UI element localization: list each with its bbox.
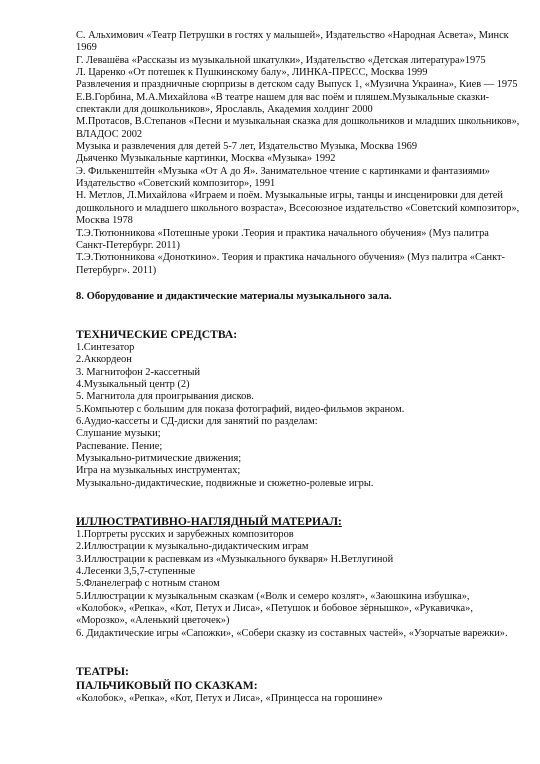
tech-item: 2.Аккордеон [76, 354, 132, 366]
theatres-list [76, 693, 520, 705]
literature-item: Г. Левашёва «Рассказы из музыкальной шкатулки», Издательство «Детская литература»1975 [76, 54, 486, 66]
tech-item: 4.Музыкальный центр (2) [76, 378, 190, 390]
visual-heading-text: ИЛЛЮСТРАТИВНО-НАГЛЯДНЫЙ МАТЕРИАЛ: [76, 515, 342, 528]
visual-item: 2.Иллюстрации к музыкально-дидактическим играм [76, 541, 309, 553]
literature-item: Издательство «Советский композитор», 1991 [76, 178, 276, 190]
literature-item: Т.Э.Тютюнникова «Доноткино». Теория и практика начального обучения» (Муз палитра «Санкт-Петербург». 2011) [76, 252, 506, 276]
visual-list [76, 529, 520, 640]
tech-item: 3. Магнитофон 2-кассетный [76, 366, 201, 378]
visual-item: 6. Дидактические игры «Сапожки», «Собери сказку из составных частей», «Узорчатые варежки». [76, 627, 508, 639]
literature-item: М.Протасов, В.Степанов «Песни и музыкальная сказка для дошкольников и младших школьников», ВЛАДОС 2002 [76, 116, 520, 140]
literature-item: Е.В.Горбина, М.А.Михайлова «В театре нашем для вас поём и пляшем.Музыкальные сказки-спектакли для дошкольников», Ярославль, Академия холдинг 2000 [76, 91, 490, 116]
tech-item: Слушание музыки; [76, 428, 161, 440]
tech-list [76, 342, 520, 490]
tech-item: 5.Компьютер с большим для показа фотографий, видео-фильмов экраном. [76, 403, 405, 415]
literature-list [76, 30, 520, 277]
theatres-heading: ТЕАТРЫ: [76, 665, 129, 679]
literature-item: Музыка и развлечения для детей 5-7 лет, Издательство Музыка, Москва 1969 [76, 141, 418, 153]
literature-item: Дьяченко Музыкальные картинки, Москва «Музыка» 1992 [76, 153, 336, 165]
literature-item: Э. Филькенштейн «Музыка «От А до Я». Занимательное чтение с картинками и фантазиями» [76, 165, 490, 177]
tech-item: 5. Магнитола для проигрывания дисков. [76, 391, 254, 403]
visual-item: 5.Фланелеграф с нотным станом [76, 578, 220, 590]
tech-item: 1.Синтезатор [76, 341, 135, 353]
literature-item: Л. Царенко «От потешек к Пушкинскому балу», ЛИНКА-ПРЕСС, Москва 1999 [76, 67, 428, 79]
visual-item: 3.Иллюстрации к распевкам из «Музыкального букваря» Н.Ветлугиной [76, 553, 394, 565]
finger-theatre-heading: ПАЛЬЧИКОВЫЙ ПО СКАЗКАМ: [76, 679, 258, 693]
tech-item: Музыкально-дидактические, подвижные и сюжетно-ролевые игры. [76, 477, 374, 489]
tech-item: 6.Аудио-кассеты и СД-диски для занятий по разделам: [76, 415, 318, 427]
theatre-item: «Колобок», «Репка», «Кот, Петух и Лиса», «Принцесса на горошине» [76, 693, 383, 705]
visual-heading [76, 515, 520, 529]
literature-item: Т.Э.Тютюнникова «Потешные уроки .Теория и практика начального обучения» (Муз палитра Санкт-Петербург. 2011) [76, 227, 489, 251]
visual-item: 5.Иллюстрации к музыкальным сказкам («Волк и семеро козлят», «Заюшкина избушка», «Колобок», «Репка», «Кот, Петух и Лиса», «Петушок и бобовое зёрнышко», «Рукавичка», «Морозко», «Аленький цветочек») [76, 590, 473, 627]
visual-item: 4.Лесенки 3,5,7-ступенные [76, 566, 196, 578]
tech-item: Распевание. Пение; [76, 440, 163, 452]
literature-item: С. Альхимович «Театр Петрушки в гостях у малышей», Издательство «Народная Асвета», Минск 1969 [76, 30, 509, 54]
tech-item: Игра на музыкальных инструментах; [76, 465, 241, 477]
tech-item: Музыкально-ритмические движения; [76, 452, 242, 464]
section-8-title: 8. Оборудование и дидактические материалы музыкального зала. [76, 290, 392, 302]
visual-item: 1.Портреты русских и зарубежных композиторов [76, 529, 294, 540]
literature-item: Н. Метлов, Л.Михайлова «Играем и поём. Музыкальные игры, танцы и инсценировки для детей дошкольного и младшего школьного возраста», Всесоюзное издательство «Советский композитор», Москва 1978 [76, 190, 520, 227]
literature-item: Развлечения и праздничные сюрпризы в детском саду Выпуск 1, «Музична Украина», Киев — 1975 [76, 79, 518, 91]
tech-heading: ТЕХНИЧЕСКИЕ СРЕДСТВА: [76, 327, 238, 341]
